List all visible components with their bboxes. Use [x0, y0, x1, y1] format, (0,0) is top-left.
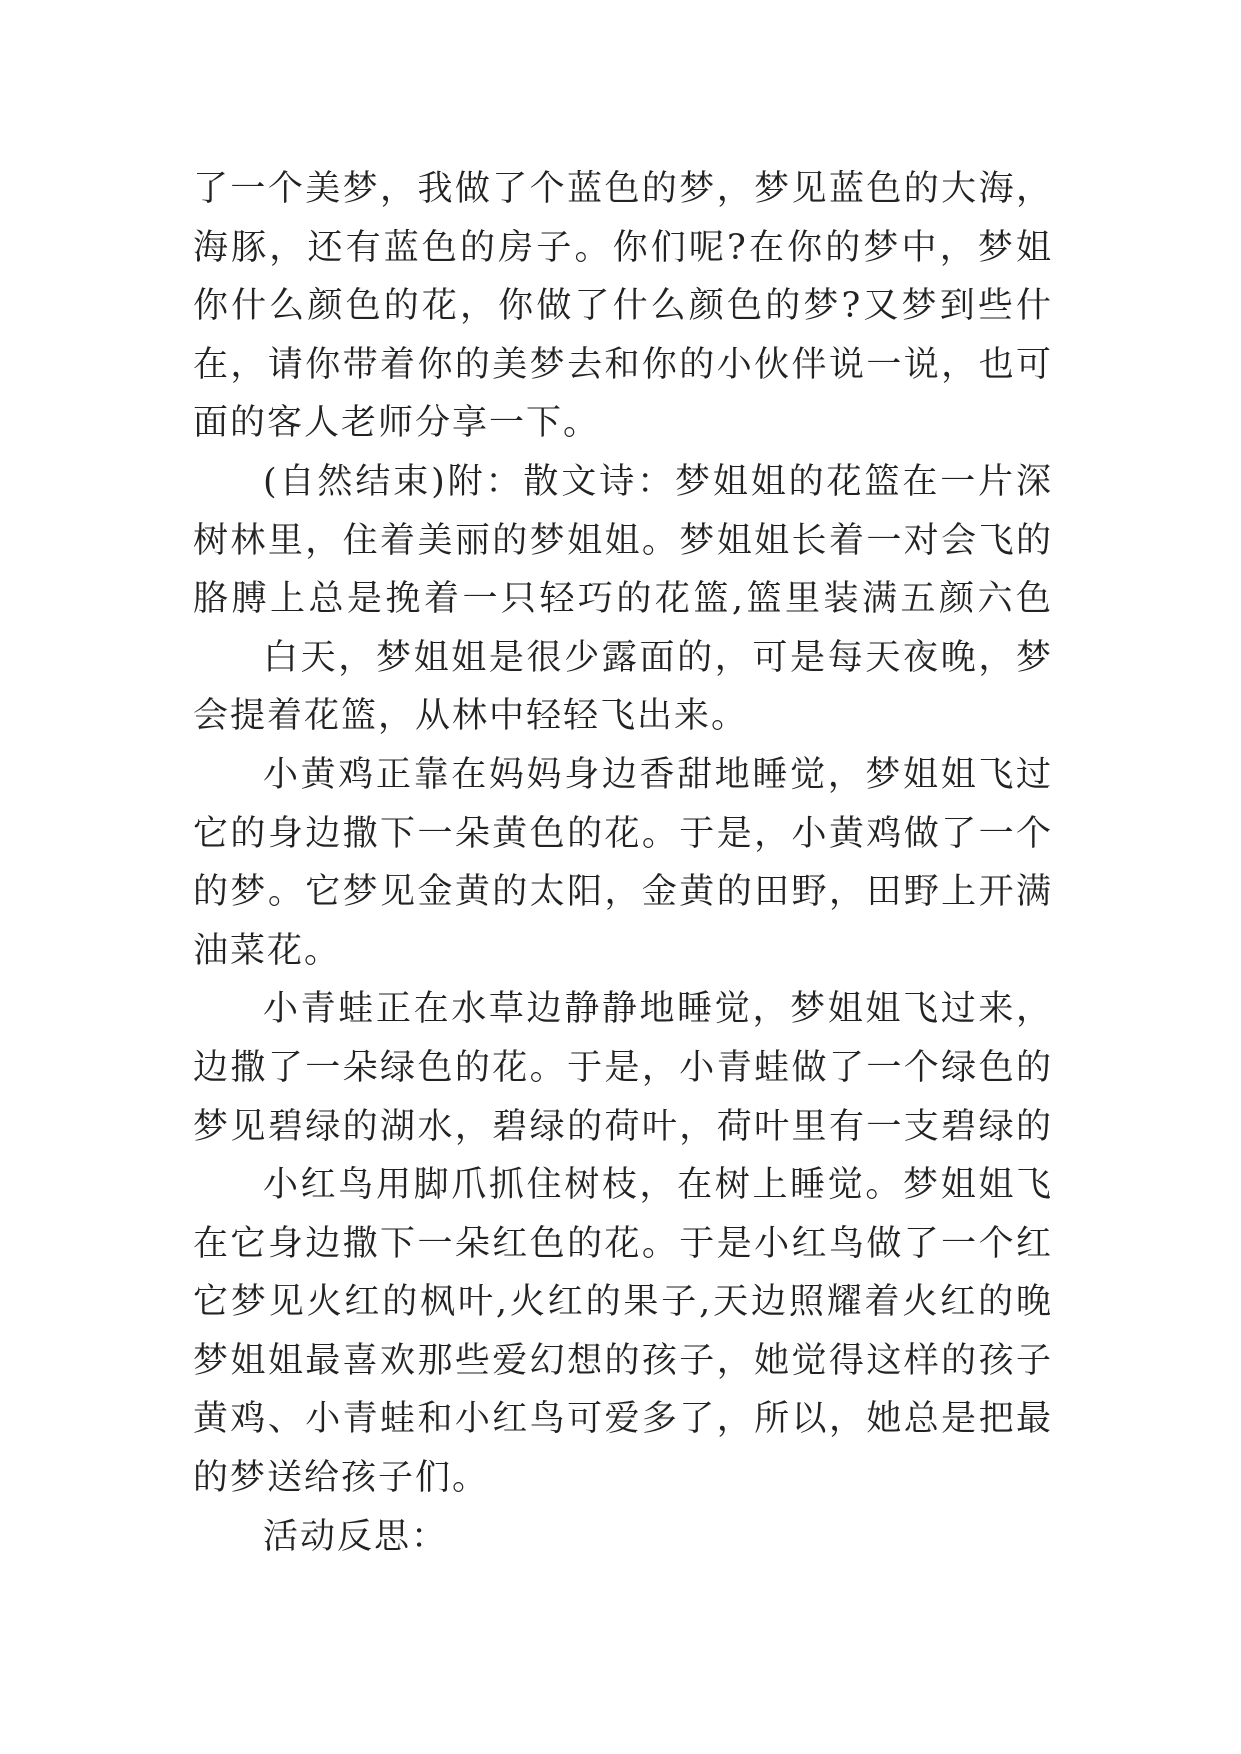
text-line: 梦姐姐最喜欢那些爱幻想的孩子，她觉得这样的孩子 [193, 1340, 1053, 1381]
document-body-text [193, 160, 1053, 1566]
text-line: 的梦。它梦见金黄的太阳，金黄的田野，田野上开满 [193, 872, 1053, 913]
text-line: 黄鸡、小青蛙和小红鸟可爱多了，所以，她总是把最 [193, 1399, 1053, 1440]
text-line: 小青蛙正在水草边静静地睡觉，梦姐姐飞过来， [263, 989, 1053, 1030]
text-line: 白天，梦姐姐是很少露面的，可是每天夜晚，梦 [263, 637, 1053, 678]
text-line: 了一个美梦，我做了个蓝色的梦，梦见蓝色的大海， [193, 169, 1053, 209]
text-line: 在它身边撒下一朵红色的花。于是小红鸟做了一个红 [193, 1223, 1053, 1264]
text-line: 树林里，住着美丽的梦姐姐。梦姐姐长着一对会飞的 [193, 520, 1053, 561]
text-line: 面的客人老师分享一下。 [193, 403, 601, 444]
text-line: 会提着花篮，从林中轻轻飞出来。 [193, 696, 749, 737]
text-line: 它梦见火红的枫叶,火红的果子,天边照耀着火红的晚 [193, 1282, 1053, 1323]
text-line: 在，请你带着你的美梦去和你的小伙伴说一说，也可 [193, 344, 1053, 385]
text-line: 小红鸟用脚爪抓住树枝，在树上睡觉。梦姐姐飞 [263, 1165, 1053, 1206]
text-line: 它的身边撒下一朵黄色的花。于是，小黄鸡做了一个 [193, 813, 1053, 854]
text-line: 活动反思： [263, 1516, 449, 1557]
text-line: 的梦送给孩子们。 [193, 1458, 490, 1499]
text-line: 海豚，还有蓝色的房子。你们呢?在你的梦中，梦姐 [193, 227, 1053, 268]
text-line: 边撒了一朵绿色的花。于是，小青蛙做了一个绿色的 [193, 1047, 1053, 1088]
text-line: 你什么颜色的花，你做了什么颜色的梦?又梦到些什 [193, 286, 1053, 327]
text-line: 油菜花。 [193, 930, 342, 971]
text-line: 小黄鸡正靠在妈妈身边香甜地睡觉，梦姐姐飞过 [263, 754, 1053, 795]
text-line: 胳膊上总是挽着一只轻巧的花篮,篮里装满五颜六色 [193, 579, 1053, 620]
text-line: 梦见碧绿的湖水，碧绿的荷叶，荷叶里有一支碧绿的 [193, 1106, 1053, 1147]
text-line: (自然结束)附：散文诗：梦姐姐的花篮在一片深 [263, 461, 1053, 502]
